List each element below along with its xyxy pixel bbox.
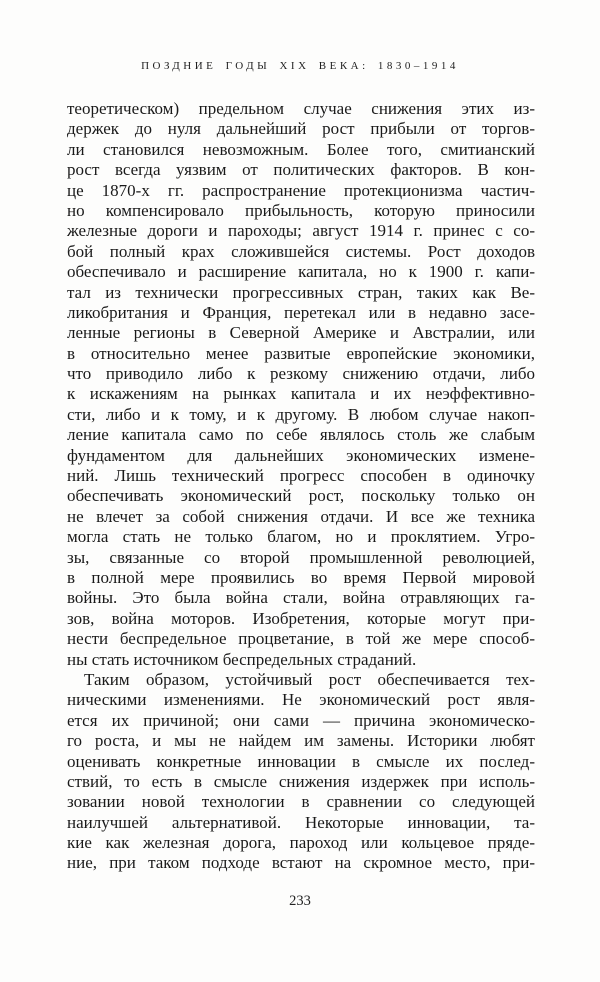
text-line: но компенсировало прибыльность, которую приносили bbox=[67, 200, 535, 220]
text-line: зов, война моторов. Изобретения, которые могут при- bbox=[67, 608, 535, 628]
text-line: ние, при таком подходе встают на скромное место, при- bbox=[67, 853, 535, 873]
text-line: ликобритания и Франция, перетекал или в недавно засе- bbox=[67, 302, 535, 322]
text-line: кие как железная дорога, пароход или кольцевое пряде- bbox=[67, 833, 535, 853]
text-line: ли становился невозможным. Более того, смитианский bbox=[67, 139, 535, 159]
running-header: ПОЗДНИЕ ГОДЫ XIX ВЕКА: 1830–1914 bbox=[141, 60, 459, 72]
body-text bbox=[67, 99, 535, 874]
text-line: держек до нуля дальнейший рост прибыли от торгов- bbox=[67, 119, 535, 139]
text-line: железные дороги и пароходы; август 1914 г. принес с со- bbox=[67, 221, 535, 241]
text-line: наилучшей альтернативой. Некоторые инновации, та- bbox=[67, 812, 535, 832]
text-line: оценивать конкретные инновации в смысле их послед- bbox=[67, 751, 535, 771]
text-line: тал из технически прогрессивных стран, таких как Ве- bbox=[67, 282, 535, 302]
text-line: в относительно менее развитые европейские экономики, bbox=[67, 343, 535, 363]
text-line: рост всегда уязвим от политических факторов. В кон- bbox=[67, 160, 535, 180]
text-line: могла стать не только благом, но и проклятием. Угро- bbox=[67, 527, 535, 547]
text-line: ленные регионы в Северной Америке и Австралии, или bbox=[67, 323, 535, 343]
page-number: 233 bbox=[289, 893, 311, 909]
text-line: ны стать источником беспредельных страданий. bbox=[67, 649, 417, 669]
text-line: бой полный крах сложившейся системы. Рост доходов bbox=[67, 241, 535, 261]
text-line: ний. Лишь технический прогресс способен в одиночку bbox=[67, 466, 535, 486]
text-line: не влечет за собой снижения отдачи. И все же техника bbox=[67, 506, 535, 526]
text-line: ление капитала само по себе являлось столь же слабым bbox=[67, 425, 535, 445]
text-line: обеспечивать экономический рост, поскольку только он bbox=[67, 486, 535, 506]
text-line: теоретическом) предельном случае снижения этих из- bbox=[67, 99, 535, 118]
text-line: го роста, и мы не найдем им замены. Историки любят bbox=[67, 731, 535, 751]
text-line: фундаментом для дальнейших экономических измене- bbox=[67, 445, 535, 465]
text-line: что приводило либо к резкому снижению отдачи, либо bbox=[67, 364, 535, 384]
text-line: нести беспредельное процветание, в той же мере способ- bbox=[67, 629, 535, 649]
text-line: войны. Это была война стали, война отравляющих га- bbox=[67, 588, 535, 608]
text-line: ническими изменениями. Не экономический рост явля- bbox=[67, 690, 535, 710]
text-line: в полной мере проявились во время Первой мировой bbox=[67, 567, 535, 587]
text-line: це 1870-х гг. распространение протекционизма частич- bbox=[67, 180, 535, 200]
text-line: Таким образом, устойчивый рост обеспечивается тех- bbox=[84, 669, 535, 689]
text-line: сти, либо и к тому, и к другому. В любом случае накоп- bbox=[67, 404, 535, 424]
text-line: ется их причиной; они сами — причина экономическо- bbox=[67, 710, 535, 730]
text-line: ствий, то есть в смысле снижения издержек при исполь- bbox=[67, 771, 535, 791]
paragraph bbox=[67, 670, 535, 874]
text-line: зы, связанные со второй промышленной революцией, bbox=[67, 547, 535, 567]
text-line: к искажениям на рынках капитала и их неэффективно- bbox=[67, 384, 535, 404]
text-line: обеспечивало и расширение капитала, но к 1900 г. капи- bbox=[67, 262, 535, 282]
paragraph bbox=[67, 99, 535, 670]
text-line: зовании новой технологии в сравнении со следующей bbox=[67, 792, 535, 812]
